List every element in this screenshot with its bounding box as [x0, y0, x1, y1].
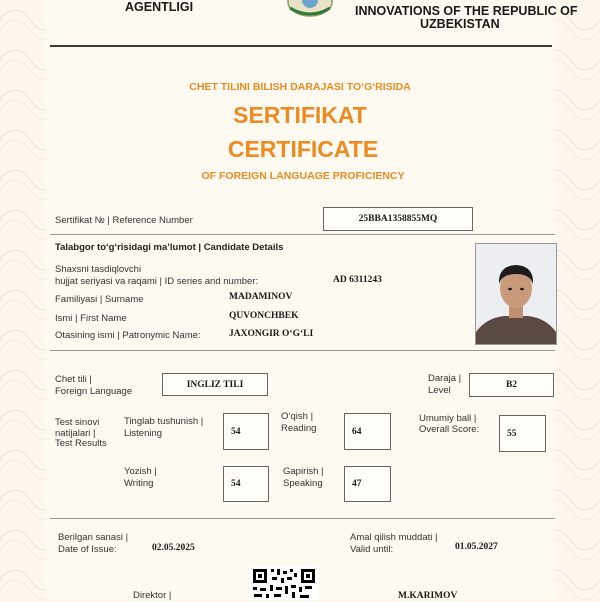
speaking-label-line2: Speaking	[283, 478, 323, 489]
header-agency-right-line1: INNOVATIONS OF THE REPUBLIC OF	[355, 4, 578, 18]
director-name: M.KARIMOV	[398, 591, 458, 601]
level-label-line2: Level	[428, 385, 451, 396]
valid-label-line2: Valid until:	[350, 544, 394, 555]
qr-code-icon	[250, 566, 318, 600]
candidate-photo	[475, 243, 557, 345]
language-value: INGLIZ TILI	[186, 379, 244, 390]
listening-label-line1: Tinglab tushunish |	[124, 416, 204, 427]
portrait-image	[476, 244, 556, 344]
first-name-value: QUVONCHBEK	[229, 311, 299, 321]
en-title: CERTIFICATE	[227, 136, 379, 162]
language-box	[162, 373, 268, 396]
state-emblem-icon	[280, 0, 340, 18]
speaking-label-line1: Gapirish |	[283, 466, 324, 477]
language-label-line1: Chet tili |	[55, 374, 92, 385]
id-value: AD 6311243	[333, 275, 382, 285]
level-label-line1: Daraja |	[428, 373, 462, 384]
listening-score: 54	[231, 426, 241, 437]
header-agency-right-line2: UZBEKISTAN	[420, 17, 500, 31]
results-divider	[50, 518, 555, 519]
listening-score-box	[223, 413, 269, 450]
writing-score: 54	[231, 479, 241, 489]
issue-label-line1: Berilgan sanasi |	[58, 532, 129, 543]
listening-label-line2: Listening	[124, 428, 163, 439]
candidate-divider	[50, 350, 555, 351]
writing-label-line2: Writing	[124, 478, 154, 489]
results-label-line3: Test Results	[55, 438, 107, 449]
reference-label: Sertifikat № | Reference Number	[55, 215, 193, 226]
overall-label-line2: Overall Score:	[419, 424, 480, 435]
valid-until-date: 01.05.2027	[455, 542, 498, 552]
results-label-line1: Test sinovi	[55, 417, 100, 428]
speaking-score: 47	[352, 479, 362, 489]
candidate-section-title: Talabgor to‘g‘risidagi ma’lumot | Candidate Details	[55, 242, 284, 253]
uz-subtitle: CHET TILINI BILISH DARAJASI TO‘G‘RISIDA	[189, 81, 411, 93]
reading-label-line2: Reading	[281, 423, 317, 434]
en-subtitle: OF FOREIGN LANGUAGE PROFICIENCY	[201, 170, 405, 182]
first-name-label: Ismi | First Name	[55, 313, 127, 324]
reading-score: 64	[352, 426, 362, 437]
uz-title: SERTIFIKAT	[233, 102, 367, 128]
writing-label-line1: Yozish |	[124, 466, 157, 477]
speaking-score-box	[344, 466, 391, 502]
header-agency-left: AGENTLIGI	[125, 0, 194, 14]
patronymic-label: Otasining ismi | Patronymic Name:	[55, 330, 201, 341]
overall-label-line1: Umumiy ball |	[419, 413, 477, 424]
valid-label-line1: Amal qilish muddati |	[350, 532, 438, 543]
reading-score-box	[344, 413, 391, 450]
id-label-line2: hujjat seriyasi va raqami | ID series and number:	[55, 276, 259, 287]
reference-number: 25BBA1358855MQ	[358, 214, 438, 224]
writing-score-box	[223, 466, 269, 502]
results-label-line2: natijalari |	[55, 428, 96, 439]
level-box	[469, 373, 554, 397]
overall-score-box	[499, 415, 546, 452]
reading-label-line1: O‘qish |	[281, 411, 314, 422]
language-label-line2: Foreign Language	[55, 386, 133, 397]
level-value: B2	[505, 380, 518, 390]
reference-divider	[50, 234, 555, 235]
patronymic-value: JAXONGIR O‘G‘LI	[229, 329, 314, 339]
overall-score: 55	[507, 428, 517, 439]
surname-label: Familiyasi | Surname	[55, 294, 144, 305]
reference-number-box	[323, 207, 473, 231]
issue-date: 02.05.2025	[152, 543, 195, 553]
surname-value: MADAMINOV	[229, 292, 293, 302]
id-label-line1: Shaxsni tasdiqlovchi	[55, 264, 142, 275]
issue-label-line2: Date of Issue:	[58, 544, 117, 555]
header-divider	[50, 45, 552, 47]
director-label: Direktor |	[133, 590, 172, 601]
